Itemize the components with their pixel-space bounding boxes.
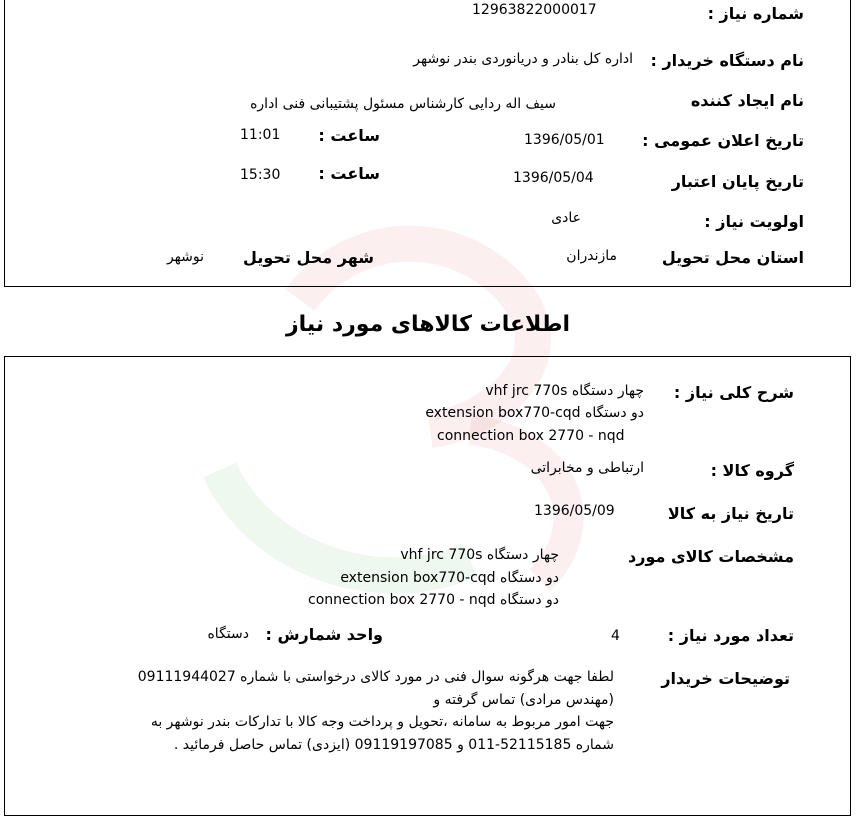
buyer-org-label: نام دستگاه خریدار : bbox=[650, 51, 804, 70]
delivery-city-value: نوشهر bbox=[166, 249, 204, 265]
description-line-3: connection box 2770 - nqd bbox=[437, 428, 625, 444]
expiry-time-label: ساعت : bbox=[318, 164, 380, 183]
specs-line-1: چهار دستگاه vhf jrc 770s bbox=[400, 547, 559, 563]
delivery-city-label: شهر محل تحویل bbox=[243, 248, 374, 267]
buyer-notes-line-1: لطفا جهت هرگونه سوال فنی در مورد کالای درخواستی با شماره 09111944027 bbox=[137, 669, 614, 685]
priority-value: عادی bbox=[551, 210, 581, 226]
specs-line-2: دو دستگاه extension box770-cqd bbox=[340, 570, 559, 586]
unit-value: دستگاه bbox=[207, 626, 249, 642]
creator-label: نام ایجاد کننده bbox=[690, 91, 804, 110]
creator-value: سیف اله ردایی کارشناس مسئول پشتیبانی فنی اداره bbox=[250, 96, 556, 112]
section-title: اطلاعات کالاهای مورد نیاز bbox=[286, 312, 570, 337]
specs-label: مشخصات کالای مورد bbox=[628, 547, 794, 566]
buyer-notes-line-4: شماره 52115185-011 و 09119197085 (ایزدی) تماس حاصل فرمائید . bbox=[173, 737, 614, 753]
need-number-label: شماره نیاز : bbox=[707, 4, 804, 23]
description-line-2: دو دستگاه extension box770-cqd bbox=[425, 405, 644, 421]
priority-label: اولویت نیاز : bbox=[704, 212, 804, 231]
need-number-value: 12963822000017 bbox=[472, 2, 597, 18]
need-date-value: 1396/05/09 bbox=[534, 503, 615, 519]
delivery-province-value: مازندران bbox=[566, 248, 617, 264]
need-date-label: تاریخ نیاز به کالا bbox=[667, 504, 794, 523]
buyer-notes-line-2: (مهندس مرادی) تماس گرفته و bbox=[433, 692, 614, 708]
description-line-1: چهار دستگاه vhf jrc 770s bbox=[485, 383, 644, 399]
delivery-province-label: استان محل تحویل bbox=[661, 248, 804, 267]
specs-line-3: دو دستگاه connection box 2770 - nqd bbox=[308, 592, 559, 608]
goods-group-label: گروه کالا : bbox=[710, 461, 794, 480]
expiry-date-value: 1396/05/04 bbox=[513, 170, 594, 186]
announce-date-label: تاریخ اعلان عمومی : bbox=[642, 131, 804, 150]
quantity-label: تعداد مورد نیاز : bbox=[667, 626, 794, 645]
unit-label: واحد شمارش : bbox=[265, 625, 383, 644]
announce-time-value: 11:01 bbox=[240, 127, 281, 143]
description-label: شرح کلی نیاز : bbox=[673, 383, 794, 402]
announce-date-value: 1396/05/01 bbox=[524, 132, 605, 148]
expiry-date-label: تاریخ پایان اعتبار bbox=[671, 172, 804, 191]
expiry-time-value: 15:30 bbox=[240, 167, 281, 183]
buyer-notes-line-3: جهت امور مربوط به سامانه ،تحویل و پرداخت وجه کالا با تدارکات بندر نوشهر به bbox=[150, 714, 614, 730]
announce-time-label: ساعت : bbox=[318, 126, 380, 145]
quantity-value: 4 bbox=[611, 628, 620, 644]
goods-group-value: ارتباطی و مخابراتی bbox=[530, 460, 644, 476]
buyer-notes-label: توضیحات خریدار bbox=[661, 669, 790, 688]
buyer-org-value: اداره کل بنادر و دریانوردی بندر نوشهر bbox=[413, 51, 633, 67]
